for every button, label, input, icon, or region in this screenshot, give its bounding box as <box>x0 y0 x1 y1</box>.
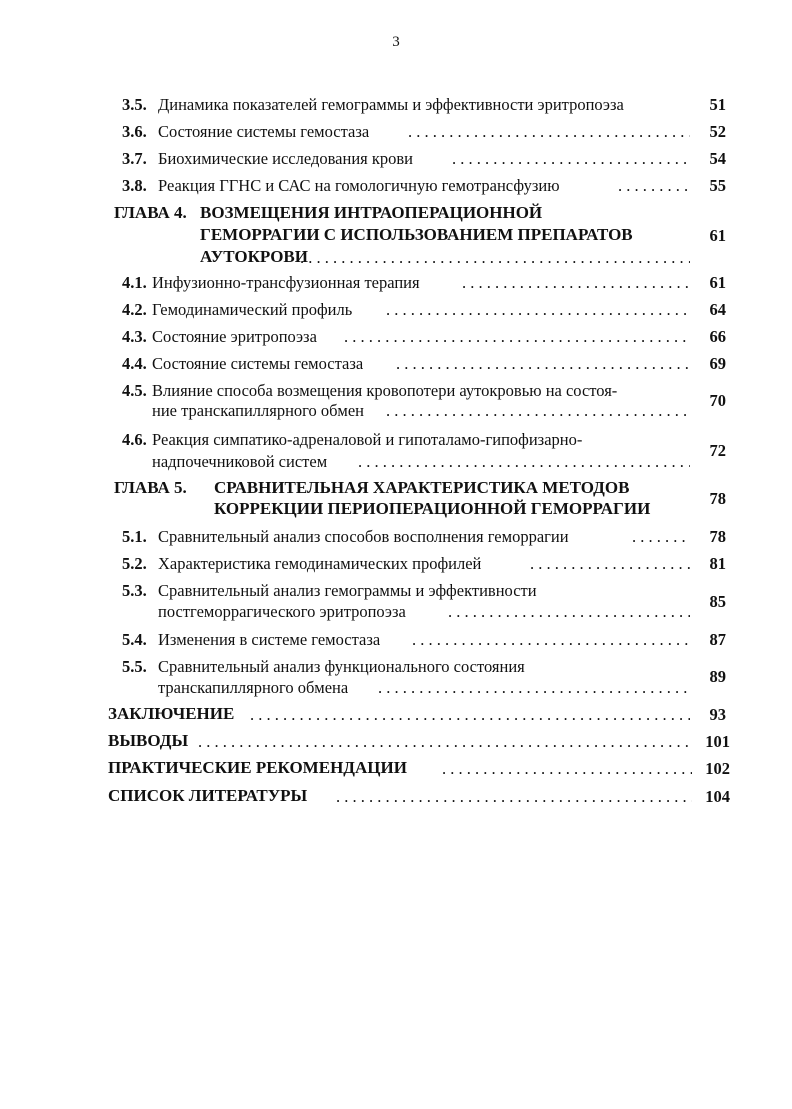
section-title-line: постгеморрагического эритропоэза <box>158 602 406 621</box>
page-ref: 61 <box>709 273 726 292</box>
dot-leader <box>378 678 690 697</box>
page-ref: 61 <box>709 226 726 245</box>
section-title: Состояние системы гемостаза <box>152 354 364 373</box>
section-number: 4.4. <box>122 354 147 373</box>
chapter-title-line: ГЕМОРРАГИИ С ИСПОЛЬЗОВАНИЕМ ПРЕПАРАТОВ <box>200 225 633 244</box>
section-title: Состояние системы гемостаза <box>158 122 370 141</box>
dot-leader <box>198 732 692 751</box>
page-ref: 93 <box>709 705 726 724</box>
page-ref: 87 <box>709 630 726 649</box>
section-number: 3.5. <box>122 95 147 114</box>
section-number: 5.2. <box>122 554 147 573</box>
section-number: 4.2. <box>122 300 147 319</box>
chapter-title-line: СРАВНИТЕЛЬНАЯ ХАРАКТЕРИСТИКА МЕТОДОВ <box>214 478 630 497</box>
section-title: СПИСОК ЛИТЕРАТУРЫ <box>108 786 308 805</box>
page-ref: 51 <box>709 95 726 114</box>
dot-leader <box>408 122 690 141</box>
section-title-line: надпочечниковой систем <box>152 452 328 471</box>
page-ref: 69 <box>709 354 726 373</box>
section-number: 5.5. <box>122 657 147 676</box>
section-title-line: Сравнительный анализ функционального состояния <box>158 657 525 676</box>
section-title: Состояние эритропоэза <box>152 327 317 346</box>
section-title: Реакция ГГНС и САС на гомологичную гемотрансфузию <box>158 176 560 195</box>
dot-leader <box>618 176 690 195</box>
page-ref: 78 <box>709 527 726 546</box>
chapter-title-line: КОРРЕКЦИИ ПЕРИОПЕРАЦИОННОЙ ГЕМОРРАГИИ <box>214 499 651 518</box>
page-ref: 54 <box>709 149 726 168</box>
dot-leader <box>530 554 690 573</box>
section-number: 5.3. <box>122 581 147 600</box>
dot-leader <box>336 787 692 806</box>
dot-leader <box>632 527 690 546</box>
page-ref: 85 <box>709 592 726 611</box>
page-ref: 55 <box>709 176 726 195</box>
page-ref: 70 <box>709 391 726 410</box>
section-title: Инфузионно-трансфузионная терапия <box>152 273 420 292</box>
section-number: 5.4. <box>122 630 147 649</box>
section-title: Динамика показателей гемограммы и эффективности эритропоэза <box>158 95 624 114</box>
section-title: Характеристика гемодинамических профилей <box>158 554 482 573</box>
page-ref: 104 <box>705 787 730 806</box>
page-ref: 102 <box>705 759 730 778</box>
section-title-line: Сравнительный анализ гемограммы и эффективности <box>158 581 537 600</box>
dot-leader <box>358 452 690 471</box>
page-ref: 64 <box>709 300 726 319</box>
section-title-line: Реакция симпатико-адреналовой и гипоталамо-гипофизарно- <box>152 430 583 449</box>
chapter-label: ГЛАВА 5. <box>114 478 187 497</box>
page-ref: 78 <box>709 489 726 508</box>
page-ref: 66 <box>709 327 726 346</box>
section-number: 3.7. <box>122 149 147 168</box>
section-number: 5.1. <box>122 527 147 546</box>
page-number: 3 <box>392 34 400 50</box>
chapter-title-line: АУТОКРОВИ <box>200 247 308 266</box>
section-title: Изменения в системе гемостаза <box>158 630 381 649</box>
section-number: 3.6. <box>122 122 147 141</box>
dot-leader <box>442 759 692 778</box>
dot-leader <box>386 300 690 319</box>
dot-leader <box>300 248 690 267</box>
section-title-line: транскапиллярного обмена <box>158 678 349 697</box>
section-title-line: Влияние способа возмещения кровопотери аутокровью на состоя- <box>152 381 618 400</box>
page-ref: 52 <box>709 122 726 141</box>
section-title: ВЫВОДЫ <box>108 731 189 750</box>
page-ref: 72 <box>709 441 726 460</box>
section-title: ПРАКТИЧЕСКИЕ РЕКОМЕНДАЦИИ <box>108 758 407 777</box>
page-ref: 81 <box>709 554 726 573</box>
section-title: Биохимические исследования крови <box>158 149 414 168</box>
dot-leader <box>386 401 690 420</box>
dot-leader <box>396 354 690 373</box>
section-number: 4.3. <box>122 327 147 346</box>
section-title: Гемодинамический профиль <box>152 300 353 319</box>
page-ref: 101 <box>705 732 730 751</box>
section-title: Сравнительный анализ способов восполнения геморрагии <box>158 527 569 546</box>
chapter-title-line: ВОЗМЕЩЕНИЯ ИНТРАОПЕРАЦИОННОЙ <box>200 203 543 222</box>
section-number: 4.1. <box>122 273 147 292</box>
page-ref: 89 <box>709 667 726 686</box>
section-number: 4.6. <box>122 430 147 449</box>
section-title-line: ние транскапиллярного обмен <box>152 401 364 420</box>
dot-leader <box>462 273 690 292</box>
section-number: 4.5. <box>122 381 147 400</box>
dot-leader <box>448 602 690 621</box>
section-number: 3.8. <box>122 176 147 195</box>
dot-leader <box>250 705 690 724</box>
chapter-label: ГЛАВА 4. <box>114 203 187 222</box>
dot-leader <box>452 149 690 168</box>
section-title: ЗАКЛЮЧЕНИЕ <box>108 704 235 723</box>
dot-leader <box>412 630 690 649</box>
dot-leader <box>344 327 690 346</box>
